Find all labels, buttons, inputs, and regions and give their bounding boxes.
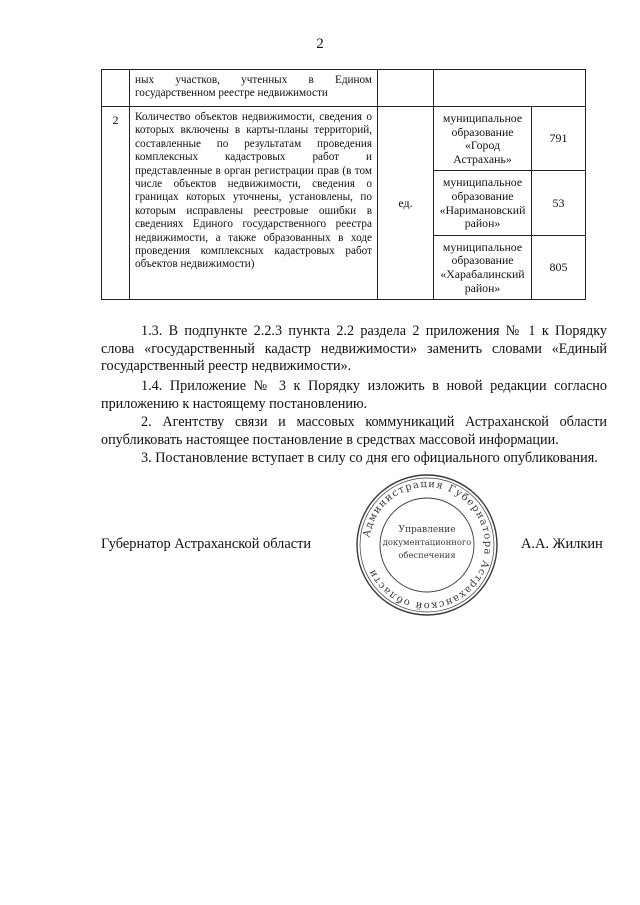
seal-inner-line: Управление — [398, 525, 456, 535]
paragraph-2: 2. Агентству связи и массовых коммуникаций Астраханской области опубликовать настоящее постановление в средствах массовой информации. — [101, 414, 607, 448]
row-description: ных участков, учтенных в Едином государственном реестре недвижимости — [130, 70, 378, 107]
seal-inner-line: обеспечения — [398, 550, 456, 560]
area-value: 805 — [532, 235, 586, 299]
indicators-table — [101, 69, 586, 300]
seal-inner-line: документационного — [382, 537, 472, 547]
unit-cell — [378, 70, 434, 107]
paragraph-1-3: 1.3. В подпункте 2.2.3 пункта 2.2 раздела 2 приложения № 1 к Порядку слова «государственный кадастр недвижимости» заменить словами «Единый государственный реестр недвижимости». — [101, 323, 607, 375]
unit-cell: ед. — [378, 107, 434, 300]
row-number: 2 — [102, 107, 130, 300]
area-name: муниципальное образование «Наримановский район» — [434, 171, 532, 235]
paragraph-1-4: 1.4. Приложение № 3 к Порядку изложить в новой редакции согласно приложению к настоящему постановлению. — [101, 378, 607, 412]
paragraph-3: 3. Постановление вступает в силу со дня его официального опубликования. — [141, 450, 598, 466]
area-name: муниципальное образование «Харабалинский район» — [434, 235, 532, 299]
area-name: муниципальное образование «Город Астрахань» — [434, 107, 532, 171]
signatory-name: А.А. Жилкин — [521, 536, 603, 552]
official-seal-icon — [352, 470, 502, 620]
area-value: 53 — [532, 171, 586, 235]
signatory-position: Губернатор Астраханской области — [101, 536, 312, 552]
table-row — [102, 70, 586, 107]
area-value: 791 — [532, 107, 586, 171]
table-row — [102, 107, 586, 171]
row-number-cell — [102, 70, 130, 107]
page-number: 2 — [316, 36, 324, 52]
area-cell — [434, 70, 586, 107]
seal-outer-text: Администрация Губернатора Астраханской области — [361, 478, 494, 612]
row-description: Количество объектов недвижимости, сведения о которых включены в карты-планы территорий, составленные по результатам проведения комплексных кадастровых работ и представленные в орган регистрации прав (в том числе объектов недвижимости, сведения о границах которых уточнены, установлены, по которым исправлены реестровые ошибки в сведениях Единого государственного реестра недвижимости, а также образованных в ходе проведения комплексных кадастровых работ объектов недвижимости) — [130, 107, 378, 300]
